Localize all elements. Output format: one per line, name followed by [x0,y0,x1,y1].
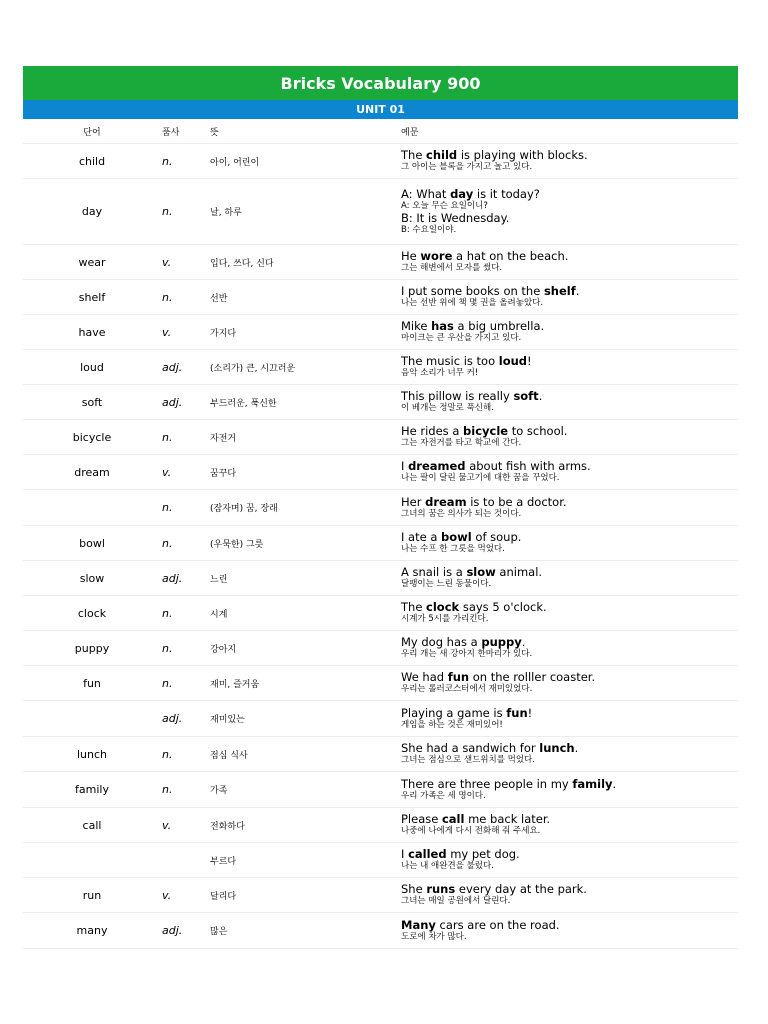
pos-cell: v. [162,465,172,479]
meaning-cell: 시계 [210,609,228,620]
word-cell: dream [74,465,110,479]
example-cell [401,455,738,489]
meaning-cell: 선반 [210,293,228,304]
target-word: child [426,148,458,162]
example-translation: 나는 수프 한 그릇을 먹었다. [401,544,505,554]
example-sentence: Her dream is to be a doctor. [401,494,567,509]
example-cell [401,420,738,454]
pos-cell: adj. [162,924,183,937]
target-word: soft [513,389,539,403]
target-word: runs [426,882,456,896]
example-translation: 그는 자전거를 타고 학교에 간다. [401,438,522,448]
pos-cell: adj. [162,712,183,725]
word-cell: soft [81,395,103,409]
example-cell [401,596,738,630]
example-cell [401,772,738,807]
target-word: lunch [539,741,575,755]
target-word: fun [506,705,528,720]
pos-cell [162,843,202,877]
example-translation: 마이크는 큰 우산을 가지고 있다. [401,333,522,343]
example-sentence: The clock says 5 o'clock. [401,600,547,614]
word-cell: puppy [74,641,110,655]
table-row [23,561,738,596]
example-translation: 그녀는 매일 공원에서 달린다. [401,896,511,906]
table-row [23,179,738,245]
target-word: bowl [441,530,472,544]
example-cell [401,245,738,279]
example-sentence: The child is playing with blocks. [401,148,588,162]
pos-cell: adj. [162,360,183,374]
example-translation: 우리 개는 새 강아지 한마리가 있다. [401,649,533,659]
meaning-cell: 부르다 [210,856,237,867]
example-sentence: I ate a bowl of soup. [401,530,522,544]
example-translation: 그 아이는 블록을 가지고 놀고 있다. [401,162,533,172]
table-row [23,666,738,701]
word-cell: family [75,783,109,796]
meaning-cell: 입다, 쓰다, 신다 [210,258,274,269]
unit-label: UNIT 01 [356,103,405,116]
pos-cell: adj. [162,395,183,409]
pos-cell: n. [162,154,173,168]
example-sentence: My dog has a puppy. [401,635,526,649]
example-cell [401,144,738,178]
table-row [23,843,738,878]
target-word: fun [447,670,470,684]
table-row [23,144,738,179]
word-cell: lunch [76,747,108,761]
word-cell: child [78,154,106,168]
pos-cell: n. [162,606,173,620]
example-cell [401,179,738,244]
pos-cell: n. [162,783,173,796]
word-cell: have [78,325,106,339]
example-sentence: She had a sandwich for lunch. [401,741,579,755]
word-cell: clock [77,606,107,620]
example-translation: 나는 선반 위에 책 몇 권을 올려놓았다. [401,298,544,308]
meaning-cell: 강아지 [210,644,237,655]
meaning-cell: 가족 [210,786,228,796]
target-word: loud [498,354,528,368]
meaning-cell: 점심 식사 [210,750,248,761]
example-sentence: B: It is Wednesday. [401,210,510,225]
example-sentence: He wore a hat on the beach. [401,249,569,263]
word-cell: many [76,924,108,937]
pos-cell: v. [162,325,172,339]
example-translation: 시계가 5시를 가리킨다. [401,614,489,624]
example-cell [401,526,738,560]
unit-bar [23,100,738,119]
table-row [23,737,738,772]
meaning-cell: (우묵한) 그릇 [210,539,264,550]
example-translation: 달팽이는 느린 동물이다. [401,579,492,589]
word-cell: fun [83,676,101,690]
word-cell: call [82,818,102,832]
word-cell: loud [80,360,104,374]
table-row [23,631,738,666]
table-row [23,490,738,526]
meaning-cell: (잠자며) 꿈, 장래 [210,504,278,514]
example-sentence: The music is too loud! [401,354,532,368]
target-word: dream [425,494,467,509]
meaning-cell: 재미, 즐거움 [210,679,260,690]
table-row [23,772,738,808]
example-cell [401,666,738,700]
meaning-cell: 날, 하루 [210,208,242,218]
meaning-cell: 전화하다 [210,821,245,832]
target-word: dreamed [408,459,466,473]
example-sentence: Many cars are on the road. [401,917,560,932]
example-sentence: I called my pet dog. [401,847,520,861]
word-cell: slow [79,571,105,585]
meaning-cell: 달리다 [210,891,237,902]
word-cell: run [82,888,102,902]
page-title: Bricks Vocabulary 900 [280,73,481,93]
example-sentence: This pillow is really soft. [401,389,543,403]
vocabulary-sheet [23,66,738,949]
table-header [23,119,738,144]
example-sentence: He rides a bicycle to school. [401,424,568,438]
pos-cell: n. [162,747,173,761]
table-row [23,280,738,315]
example-cell [401,808,738,842]
example-cell [401,350,738,384]
meaning-cell: 아이, 어린이 [210,157,260,168]
example-sentence: She runs every day at the park. [401,882,587,896]
table-row [23,385,738,420]
pos-cell: n. [162,641,173,655]
table-row [23,701,738,737]
word-cell [23,490,161,525]
example-cell [401,913,738,948]
example-cell [401,737,738,771]
target-word: day [450,186,474,201]
example-translation: 우리는 롤러코스터에서 재미있었다. [401,684,533,694]
header-meaning: 뜻 [210,127,219,138]
word-cell: bowl [79,536,105,550]
example-sentence: There are three people in my family. [401,776,617,791]
example-translation: 나는 내 애완견을 불렀다. [401,861,494,871]
meaning-cell: 재미있는 [210,715,245,725]
table-row [23,455,738,490]
example-sentence: We had fun on the rolller coaster. [401,670,596,684]
example-sentence: I put some books on the shelf. [401,284,580,298]
example-sentence: Please call me back later. [401,812,551,826]
example-translation: A: 오늘 무슨 요일이니? [401,200,488,211]
target-word: family [572,776,613,791]
header-pos: 품사 [162,127,180,138]
example-translation: 그녀의 꿈은 의사가 되는 것이다. [401,508,522,519]
example-sentence: A: What day is it today? [401,186,540,201]
table-row [23,913,738,949]
header-example: 예문 [401,127,419,138]
meaning-cell: 꿈꾸다 [210,468,237,479]
example-cell [401,315,738,349]
word-cell: day [81,205,103,218]
word-cell: bicycle [72,430,112,444]
example-cell [401,490,738,525]
example-sentence: I dreamed about fish with arms. [401,459,591,473]
table-row [23,245,738,280]
table-row [23,878,738,913]
pos-cell: n. [162,676,173,690]
pos-cell: n. [162,536,173,550]
example-cell [401,701,738,736]
word-cell: shelf [78,290,106,304]
target-word: clock [426,600,460,614]
table-row [23,808,738,843]
pos-cell: n. [162,430,173,444]
vocabulary-table [23,144,738,949]
meaning-cell: 많은 [210,927,228,937]
example-translation: 이 베개는 정말로 푹신해. [401,403,494,413]
target-word: puppy [481,635,522,649]
example-cell [401,878,738,912]
example-translation: B: 수요일이야. [401,224,457,235]
pos-cell: v. [162,255,172,269]
meaning-cell: 가지다 [210,328,237,339]
target-word: Many [401,917,436,932]
pos-cell: v. [162,888,172,902]
example-cell [401,561,738,595]
meaning-cell: 부드러운, 푹신한 [210,398,277,409]
pos-cell: adj. [162,571,183,585]
example-translation: 그는 해변에서 모자를 썼다. [401,263,503,273]
example-translation: 나중에 나에게 다시 전화해 줘 주세요. [401,826,541,836]
example-translation: 도로에 차가 많다. [401,931,467,942]
target-word: shelf [543,284,576,298]
pos-cell: n. [162,501,173,514]
pos-cell: v. [162,818,172,832]
word-cell: wear [78,255,106,269]
table-row [23,420,738,455]
meaning-cell: (소리가) 큰, 시끄러운 [210,363,296,374]
table-row [23,526,738,561]
example-cell [401,280,738,314]
example-sentence: Playing a game is fun! [401,705,533,720]
table-row [23,315,738,350]
target-word: called [408,847,447,861]
meaning-cell: 자전거 [210,433,237,444]
pos-cell: n. [162,290,173,304]
target-word: call [441,812,465,826]
table-row [23,350,738,385]
table-row [23,596,738,631]
target-word: wore [420,249,453,263]
example-translation: 우리 가족은 세 명이다. [401,790,486,801]
example-translation: 그녀는 점심으로 샌드위치를 먹었다. [401,755,535,765]
word-cell [23,701,161,736]
meaning-cell: 느린 [210,574,228,585]
pos-cell: n. [162,205,173,218]
example-sentence: A snail is a slow animal. [401,565,543,579]
example-cell [401,843,738,877]
example-translation: 나는 팔이 달린 물고기에 대한 꿈을 꾸었다. [401,473,560,483]
target-word: bicycle [463,424,509,438]
title-bar [23,66,738,100]
example-cell [401,631,738,665]
word-cell [23,843,161,877]
header-word: 단어 [83,127,101,138]
target-word: has [431,319,454,333]
example-cell [401,385,738,419]
example-translation: 음악 소리가 너무 커! [401,368,479,378]
example-sentence: Mike has a big umbrella. [401,319,545,333]
target-word: slow [466,565,496,579]
example-translation: 게임을 하는 것은 재미있어! [401,719,503,730]
